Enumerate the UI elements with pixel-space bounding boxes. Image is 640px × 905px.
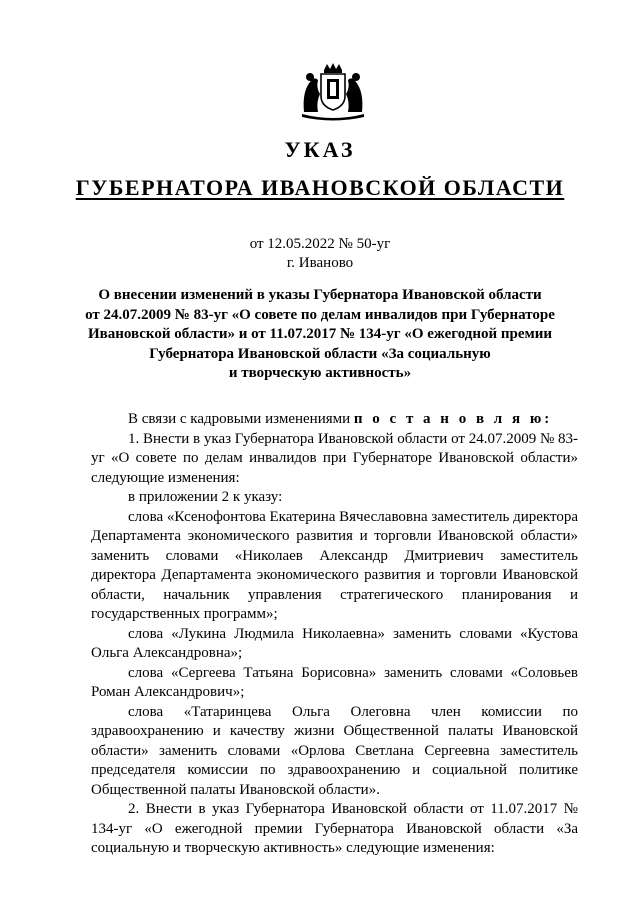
paragraph-5: слова «Сергеева Татьяна Борисовна» заменить словами «Соловьев Роман Александрович»; (91, 664, 578, 700)
paragraph-7: 2. Внести в указ Губернатора Ивановской области от 11.07.2017 № 134-уг «О ежегодной премии Губернатора Ивановской области «За социальную и творческую активность» следующие изменения: (91, 801, 578, 856)
issuer-title: ГУБЕРНАТОРА ИВАНОВСКОЙ ОБЛАСТИ (75, 175, 565, 200)
subject-line: Губернатора Ивановской области «За социальную (149, 345, 491, 362)
coat-of-arms-icon (296, 62, 370, 122)
intro-text: В связи с кадровыми изменениями (128, 411, 351, 427)
document-body (91, 410, 578, 859)
document-type-title: УКАЗ (284, 137, 356, 162)
city: г. Иваново (286, 255, 354, 271)
paragraph-4: слова «Лукина Людмила Николаевна» заменить словами «Кустова Ольга Александровна»; (91, 625, 578, 661)
paragraph-6: слова «Татаринцева Ольга Олеговна член комиссии по здравоохранению и качеству жизни Общественной палаты Ивановской области» заменить словами «Орлова Светлана Сергеевна заместитель председателя комиссии по здравоохранению и социальной политике Общественной палаты Ивановской области». (91, 703, 578, 798)
decree-keyword: п о с т а н о в л я ю: (353, 411, 553, 427)
document-subject (0, 286, 640, 384)
subject-line: от 24.07.2009 № 83-уг «О совете по делам инвалидов при Губернаторе (85, 306, 555, 323)
subject-line: О внесении изменений в указы Губернатора Ивановской области (98, 287, 542, 303)
intro-paragraph (91, 410, 578, 430)
subject-line: и творческую активность» (228, 365, 412, 381)
paragraph-1: 1. Внести в указ Губернатора Ивановской области от 24.07.2009 № 83-уг «О совете по делам инвалидов при Губернаторе Ивановской области» следующие изменения: (91, 430, 578, 486)
paragraph-3: слова «Ксенофонтова Екатерина Вячеславовна заместитель директора Департамента экономического развития и торговли Ивановской области» заменить словами «Николаев Александр Дмитриевич заместитель директора Департамента экономического развития и торговли Ивановской области, начальник управления стратегического планирования и государственных программ»; (91, 508, 578, 622)
date-number: от 12.05.2022 № 50-уг (249, 236, 391, 252)
paragraph-2: в приложении 2 к указу: (128, 489, 283, 505)
subject-line: Ивановской области» и от 11.07.2017 № 134-уг «О ежегодной премии (87, 326, 553, 342)
